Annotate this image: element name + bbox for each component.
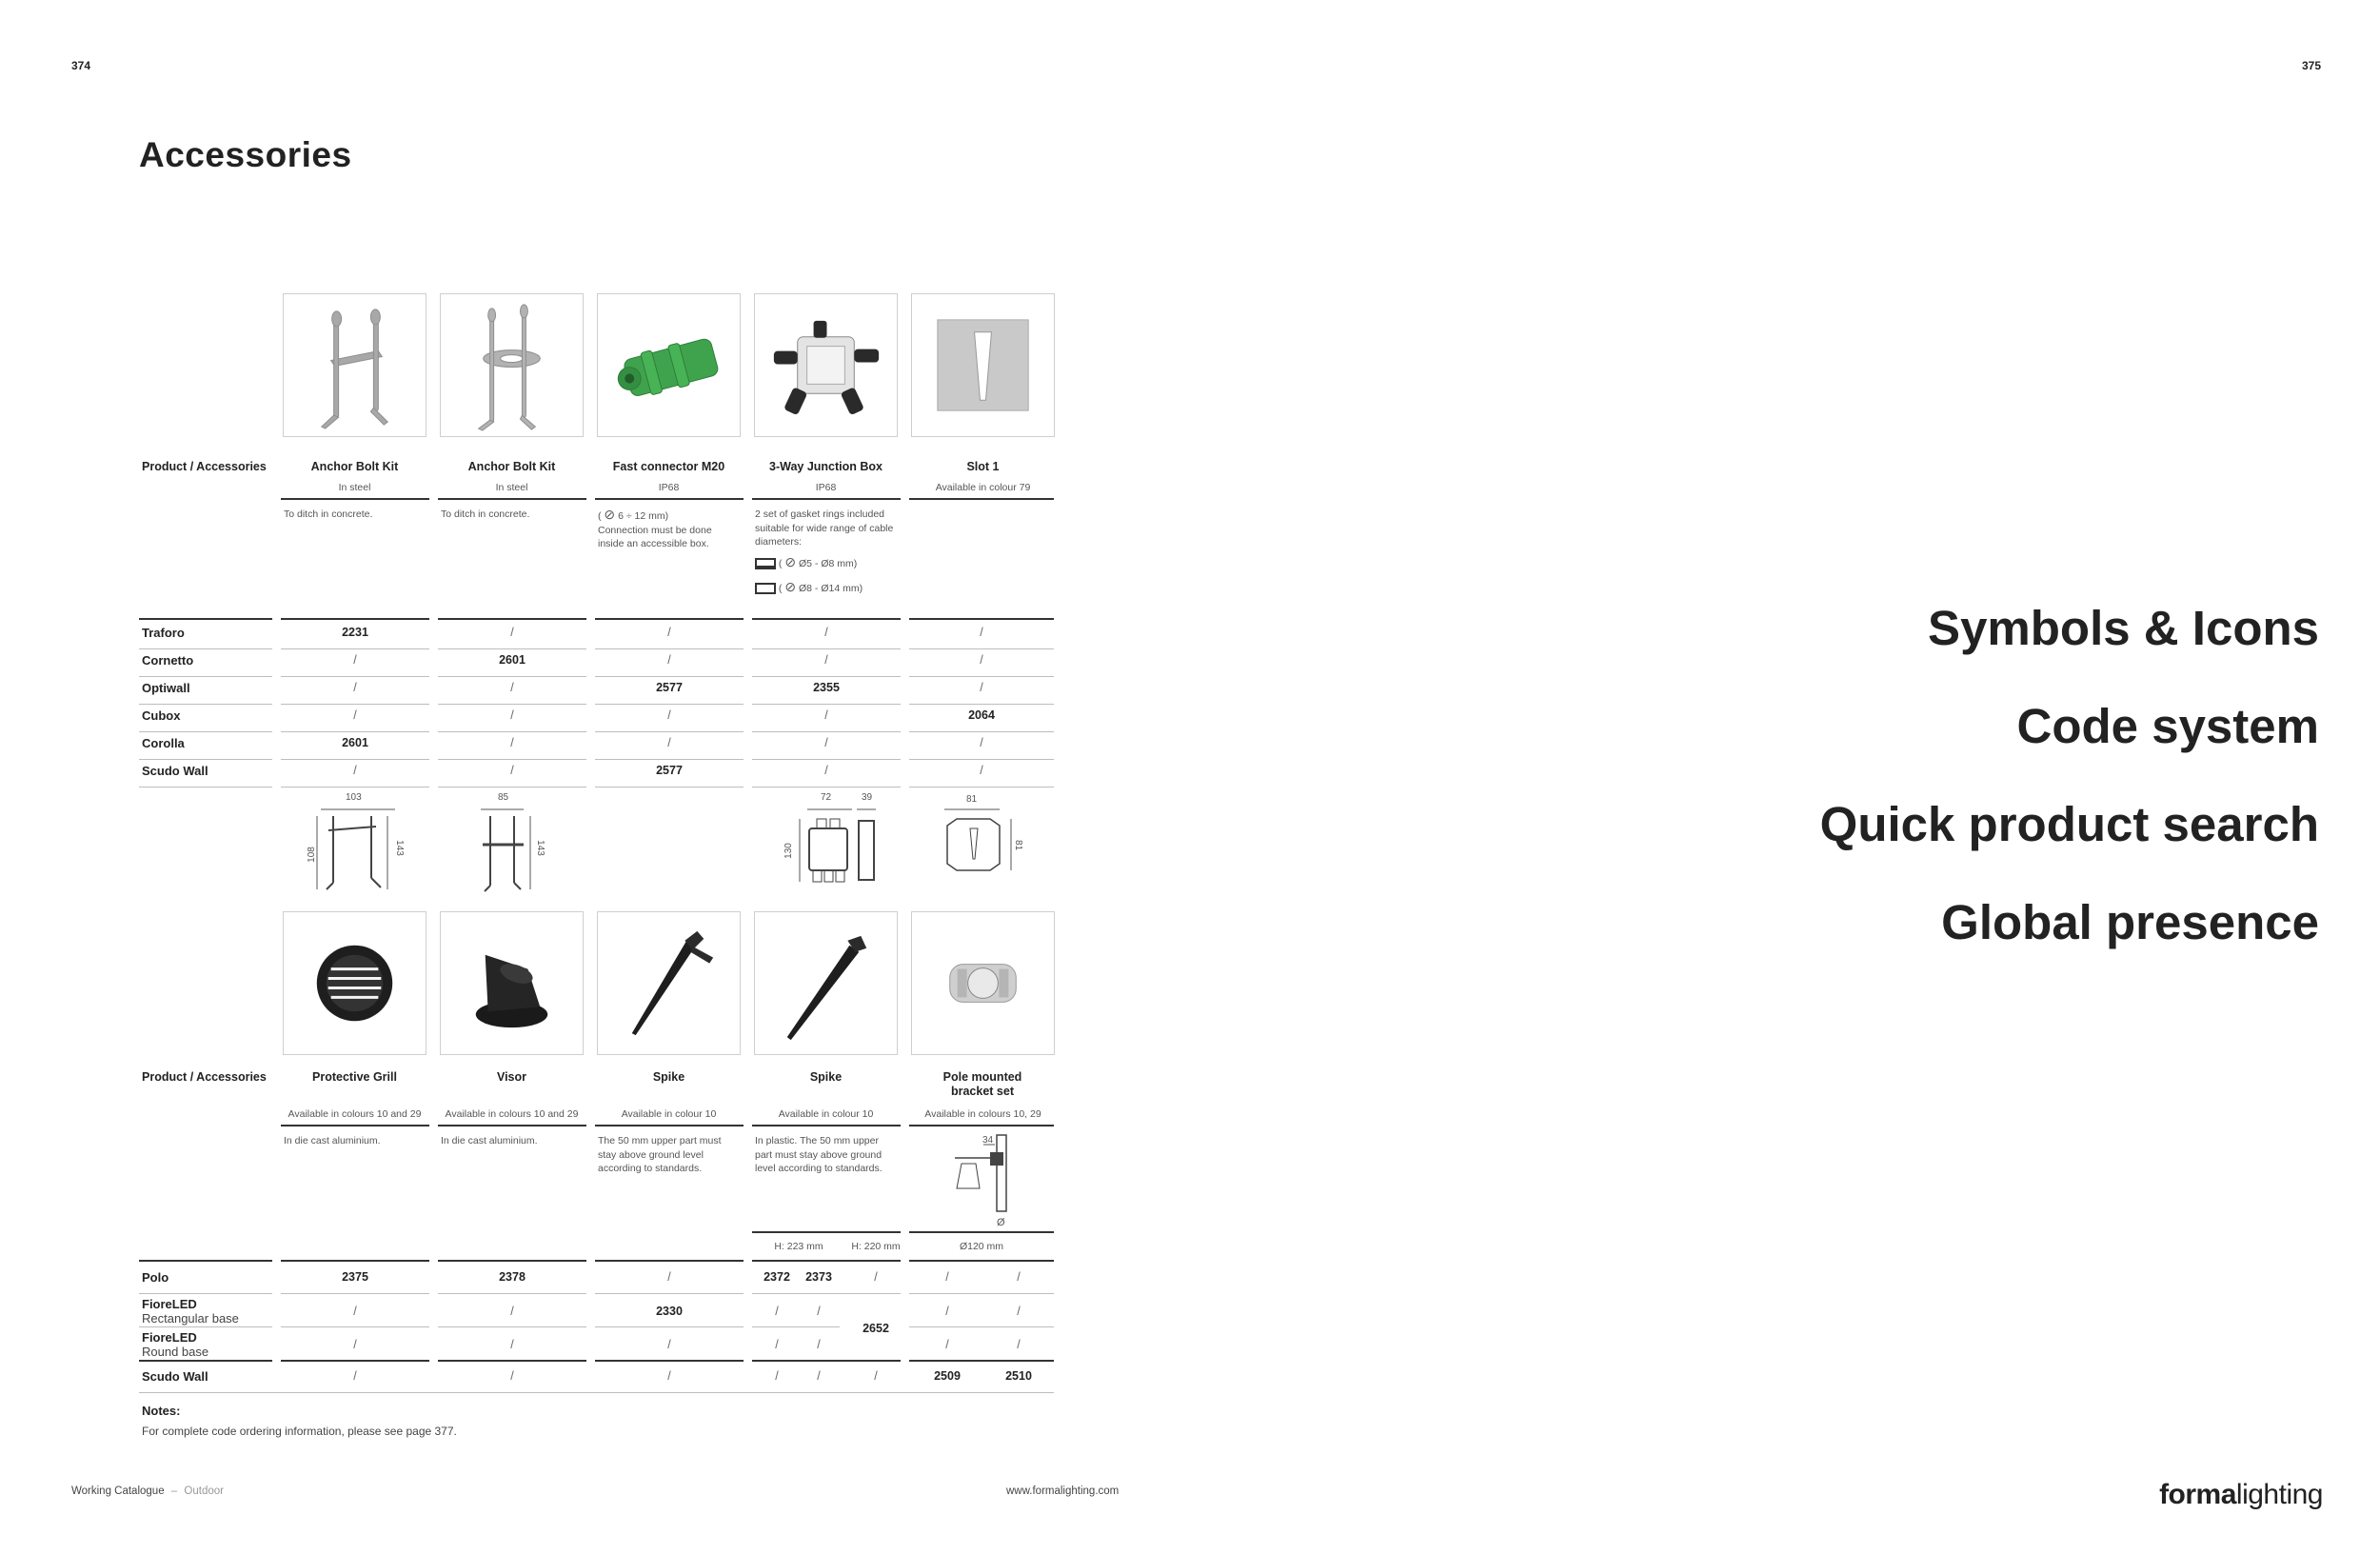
product-name: Protective Grill [312, 1070, 397, 1084]
code-cell: / [775, 1369, 779, 1383]
notes-text: For complete code ordering information, please see page 377. [142, 1425, 457, 1438]
code-cell: / [667, 736, 671, 749]
product-name: Visor [496, 1070, 527, 1084]
product-name: Pole mounted bracket set [942, 1070, 1022, 1098]
code-cell: / [945, 1338, 949, 1351]
code-cell: 2601 [499, 653, 526, 667]
product-name: Anchor Bolt Kit [310, 460, 399, 473]
code-cell: 2509 [934, 1369, 961, 1383]
product-sub: Available in colour 10 [621, 1108, 717, 1120]
brand-logo: formalighting [2159, 1479, 2323, 1510]
cable-range: ( ⊘ 6 ÷ 12 mm) [598, 507, 669, 522]
code-cell: / [667, 1338, 671, 1351]
code-cell: 2231 [342, 626, 368, 639]
fast-connector-image [597, 293, 741, 437]
product-sub: IP68 [658, 482, 680, 493]
bracket-dim-drawing: 34 Ø [947, 1133, 1023, 1228]
code-cell: / [353, 681, 357, 694]
product-desc-block [598, 508, 717, 551]
product-name: Slot 1 [966, 460, 1000, 473]
code-cell: / [874, 1369, 878, 1383]
code-cell: 2064 [968, 708, 995, 722]
notes-heading: Notes: [142, 1404, 181, 1418]
anchor-bolt-kit-image-1 [283, 293, 426, 437]
code-cell: / [775, 1338, 779, 1351]
gasket-small-icon [755, 558, 776, 569]
code-cell: 2355 [813, 681, 840, 694]
code-cell: / [353, 764, 357, 777]
code-cell: 2372 [764, 1270, 790, 1284]
code-cell: / [510, 626, 514, 639]
code-cell: 2601 [342, 736, 368, 749]
spike-image-2 [754, 911, 898, 1055]
anchor-bolt-kit-image-2 [440, 293, 584, 437]
slot-1-image [911, 293, 1055, 437]
code-cell: / [667, 708, 671, 722]
row-label-scudo-wall: Scudo Wall [142, 1369, 208, 1384]
code-cell: / [980, 764, 983, 777]
slot-dim-drawing: 81 81 [933, 790, 1038, 890]
code-cell: / [667, 1369, 671, 1383]
row-label: Cubox [142, 708, 181, 723]
code-cell: / [667, 653, 671, 667]
pole-bracket-image [911, 911, 1055, 1055]
link-code-system[interactable]: Code system [2016, 699, 2319, 753]
product-sub: Available in colours 10 and 29 [445, 1108, 579, 1120]
code-cell: / [824, 736, 828, 749]
code-cell: / [824, 626, 828, 639]
code-cell: / [980, 626, 983, 639]
spike-image-1 [597, 911, 741, 1055]
code-cell: / [1017, 1305, 1021, 1318]
row-label: Traforo [142, 626, 185, 640]
code-cell: / [817, 1305, 821, 1318]
code-cell: 2373 [805, 1270, 832, 1284]
product-sub: IP68 [815, 482, 837, 493]
spike-size-1: H: 223 mm [774, 1241, 823, 1252]
gasket-range-2: ( ⊘ Ø8 - Ø14 mm) [755, 580, 898, 596]
pole-size: Ø120 mm [959, 1241, 1004, 1252]
code-cell: / [775, 1305, 779, 1318]
link-symbols-icons[interactable]: Symbols & Icons [1928, 601, 2319, 655]
product-desc: In die cast aluminium. [284, 1135, 381, 1146]
section-label-2: Product / Accessories [142, 1070, 267, 1084]
code-cell: / [824, 653, 828, 667]
code-cell: / [1017, 1270, 1021, 1284]
product-name: Fast connector M20 [612, 460, 725, 473]
code-cell: / [510, 1369, 514, 1383]
cable-icon: ⊘ [784, 579, 797, 594]
junction-box-image [754, 293, 898, 437]
product-desc: In plastic. The 50 mm upper part must stay above ground level according to standards. [755, 1135, 883, 1174]
code-cell: 2375 [342, 1270, 368, 1284]
code-cell: / [667, 1270, 671, 1284]
code-cell: / [353, 1305, 357, 1318]
code-cell: / [824, 764, 828, 777]
code-cell: / [510, 708, 514, 722]
footer-url[interactable]: www.formalighting.com [1006, 1485, 1120, 1497]
code-cell: / [817, 1369, 821, 1383]
row-label: Scudo Wall [142, 764, 208, 778]
code-cell: / [510, 1338, 514, 1351]
anchor-bolt-dim-drawing-1: 103 108 143 [300, 790, 414, 890]
code-cell: / [817, 1338, 821, 1351]
product-sub: In steel [338, 482, 371, 493]
code-cell: / [980, 653, 983, 667]
visor-image [440, 911, 584, 1055]
product-desc-block [755, 508, 898, 596]
code-cell: / [353, 708, 357, 722]
spike-size-2: H: 220 mm [851, 1241, 901, 1252]
product-name: 3-Way Junction Box [769, 460, 883, 473]
row-label: Corolla [142, 736, 185, 750]
product-sub: Available in colours 10 and 29 [288, 1108, 422, 1120]
protective-grill-image [283, 911, 426, 1055]
gasket-large-icon [755, 583, 776, 594]
product-sub: Available in colours 10, 29 [924, 1108, 1041, 1120]
code-cell: 2577 [656, 681, 683, 694]
row-label: Optiwall [142, 681, 190, 695]
product-name: Spike [809, 1070, 843, 1084]
code-cell: / [510, 1305, 514, 1318]
product-name: Anchor Bolt Kit [467, 460, 556, 473]
product-desc: The 50 mm upper part must stay above ground level according to standards. [598, 1135, 722, 1174]
code-cell: / [353, 653, 357, 667]
code-cell: / [980, 681, 983, 694]
code-cell: / [510, 736, 514, 749]
page-number-left: 374 [71, 59, 91, 72]
code-cell: 2510 [1005, 1369, 1032, 1383]
row-label-polo: Polo [142, 1270, 169, 1285]
product-desc: To ditch in concrete. [441, 508, 530, 520]
anchor-bolt-dim-drawing-2: 85 143 [471, 790, 566, 890]
cable-icon: ⊘ [784, 553, 797, 569]
gasket-range-1: ( ⊘ Ø5 - Ø8 mm) [755, 555, 898, 571]
code-cell: 2330 [656, 1305, 683, 1318]
product-desc: 2 set of gasket rings included suitable for wide range of cable diameters: [755, 508, 894, 548]
product-sub: Available in colour 79 [935, 482, 1031, 493]
link-quick-product-search[interactable]: Quick product search [1819, 797, 2319, 851]
code-cell: 2577 [656, 764, 683, 777]
footer-left: Working Catalogue – Outdoor [71, 1485, 224, 1497]
link-global-presence[interactable]: Global presence [1941, 895, 2319, 949]
code-cell: / [510, 764, 514, 777]
product-desc: In die cast aluminium. [441, 1135, 538, 1146]
page-number-right: 375 [2301, 59, 2321, 72]
code-cell: / [1017, 1338, 1021, 1351]
code-cell: / [945, 1305, 949, 1318]
cable-icon: ⊘ [604, 507, 616, 522]
product-desc: Connection must be done inside an accessible box. [598, 524, 712, 549]
product-name: Spike [652, 1070, 685, 1084]
section-label-1: Product / Accessories [142, 460, 267, 473]
code-cell: / [980, 736, 983, 749]
code-cell: / [824, 708, 828, 722]
junction-box-dim-drawing: 72 39 130 [781, 790, 895, 890]
code-cell: / [510, 681, 514, 694]
row-label-fioreled-rect: FioreLED Rectangular base [142, 1297, 239, 1326]
code-cell: / [353, 1369, 357, 1383]
product-desc: To ditch in concrete. [284, 508, 373, 520]
code-cell: / [945, 1270, 949, 1284]
row-label: Cornetto [142, 653, 194, 668]
product-sub: In steel [495, 482, 528, 493]
code-cell: / [353, 1338, 357, 1351]
code-cell: 2378 [499, 1270, 526, 1284]
product-sub: Available in colour 10 [778, 1108, 874, 1120]
code-cell-shared: 2652 [863, 1322, 889, 1335]
row-label-fioreled-round: FioreLED Round base [142, 1330, 209, 1359]
code-cell: / [667, 626, 671, 639]
code-cell: / [874, 1270, 878, 1284]
page-title: Accessories [139, 135, 352, 174]
